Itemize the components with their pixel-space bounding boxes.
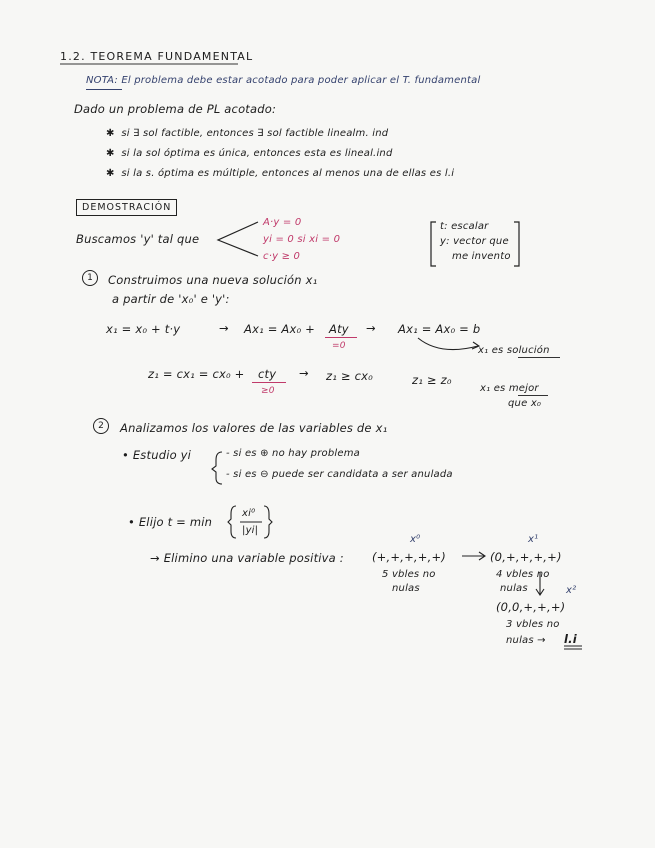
x1-note-2: nulas — [500, 583, 528, 594]
cty-underline — [252, 382, 286, 383]
def-y-cont: me invento — [452, 251, 511, 262]
eq2-note-1: x₁ es mejor — [480, 383, 539, 394]
nota-underline — [86, 89, 122, 90]
x2-note-2: nulas → — [506, 635, 546, 646]
eq2-z1: z₁ = cx₁ = cx₀ + — [148, 367, 245, 381]
estudio-case-1: - si es ⊕ no hay problema — [226, 448, 360, 459]
defs-left-bracket — [431, 222, 436, 266]
section-title: 1.2. TEOREMA FUNDAMENTAL — [60, 50, 254, 63]
estudio-label: • Estudio yi — [122, 448, 192, 462]
curve-arrow — [418, 338, 478, 350]
defs-right-bracket — [514, 222, 519, 266]
condition-1: A·y = 0 — [263, 217, 302, 228]
step-2-line: Analizamos los valores de las variables de x₁ — [120, 421, 388, 435]
eq1-arrow-1: → — [219, 321, 229, 335]
aty-underline — [325, 337, 357, 338]
eq1-ax1: Ax₁ = Ax₀ + — [244, 322, 316, 336]
eq1-note: x₁ es solución — [478, 345, 550, 356]
estudio-case-2: - si es ⊖ puede ser candidata a ser anulada — [226, 469, 453, 480]
condition-3: c·y ≥ 0 — [263, 251, 301, 262]
eq2-cty-ge: ≥0 — [261, 386, 275, 396]
condition-fork — [218, 222, 258, 256]
x2-label: x² — [566, 585, 577, 596]
step-1-line-1: Construimos una nueva solución x₁ — [108, 273, 318, 287]
x1-note-1: 4 vbles no — [496, 569, 550, 580]
step-1-line-2: a partir de 'x₀' e 'y': — [112, 292, 230, 306]
nota-text: NOTA: El problema debe estar acotado para poder aplicar el T. fundamental — [86, 75, 481, 86]
step-2-circle: 2 — [93, 418, 109, 434]
mejor-underline — [518, 395, 548, 396]
vector-x1: (0,+,+,+,+) — [490, 550, 562, 564]
eq1-aty-zero: =0 — [332, 341, 346, 351]
eq1-aty: Aty — [329, 322, 349, 336]
solucion-underline — [518, 357, 560, 358]
eq1-arrow-2: → — [366, 321, 376, 335]
eq2-z1-ge-z0: z₁ ≥ z₀ — [412, 373, 452, 387]
bullet-2: ✱ si la sol óptima es única, entonces esta es lineal.ind — [106, 148, 393, 159]
condition-2: yi = 0 si xi = 0 — [263, 234, 341, 245]
eq2-arrow: → — [299, 366, 309, 380]
vector-x2: (0,0,+,+,+) — [496, 600, 566, 614]
elijo-label: • Elijo t = min — [128, 515, 213, 529]
eq2-note-2: que x₀ — [508, 398, 542, 409]
x0-note-2: nulas — [392, 583, 420, 594]
demostracion-box: DEMOSTRACIÓN — [76, 199, 177, 216]
def-t: t: escalar — [440, 221, 489, 232]
li-result: l.i — [564, 632, 577, 646]
bullet-1: ✱ si ∃ sol factible, entonces ∃ sol factible linealm. ind — [106, 128, 389, 139]
x0-label: x⁰ — [410, 534, 421, 545]
bullet-3: ✱ si la s. óptima es múltiple, entonces al menos una de ellas es l.i — [106, 168, 455, 179]
x1-label: x¹ — [528, 534, 539, 545]
x0-note-1: 5 vbles no — [382, 569, 436, 580]
estudio-brace — [212, 452, 222, 484]
intro-text: Dado un problema de PL acotado: — [74, 102, 277, 116]
frac-denominator: |yi| — [242, 525, 259, 536]
def-y: y: vector que — [440, 236, 509, 247]
elimino-text: → Elimino una variable positiva : — [150, 551, 344, 565]
step-1-circle: 1 — [82, 270, 98, 286]
frac-numerator: xi⁰ — [242, 508, 256, 519]
x2-note-1: 3 vbles no — [506, 619, 560, 630]
eq2-cty: cty — [258, 367, 277, 381]
eq2-z1-ge-cx0: z₁ ≥ cx₀ — [326, 369, 373, 383]
eq1-x1: x₁ = x₀ + t·y — [106, 322, 181, 336]
vector-x0: (+,+,+,+,+) — [372, 550, 446, 564]
eq1-result: Ax₁ = Ax₀ = b — [398, 322, 481, 336]
buscamos-text: Buscamos 'y' tal que — [76, 232, 200, 246]
